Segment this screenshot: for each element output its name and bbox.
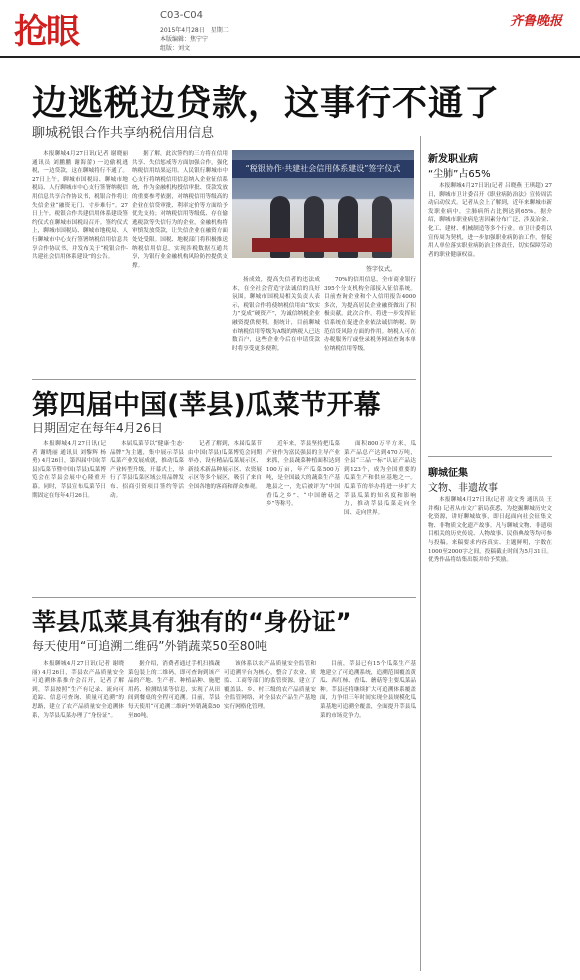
photo-table [252, 238, 392, 252]
newspaper-logo: 齐鲁晚报 [509, 14, 562, 29]
header-rule [0, 56, 580, 58]
story2-column-5: 面积800万平方米，瓜菜产品总产达到470万吨，全县“三品一标”认证产品达到123个，成为全国重要的瓜菜生产和供应基地之一。瓜菜节的举办将进一步扩大莘县瓜菜的知名度和影响力，推动莘县瓜菜走向全国、走向世界。 [344, 441, 416, 516]
story2-column-4: 近年来，莘县坚持把瓜菜产业作为富民强县的主导产业来抓，全县蔬菜种植面积达到100万亩，年产瓜菜500万吨，是全国最大的蔬菜生产基地县之一，先后被评为“中国香瓜之乡”、“中国蘑菇之乡”等称号。 [266, 441, 340, 508]
column-divider [420, 136, 421, 971]
sidebar-news2-subtitle: 文物、非遗故事 [428, 483, 498, 494]
story2-subhead: 日期固定在每年4月26日 [32, 421, 163, 435]
story1-column-2: 据了解，此次签约的三方将在信用共享、失信惩戒等方面加强合作，强化纳税信用结果运用。人民银行聊城市中心支行将纳税信用信息纳入企业征信系统，作为金融机构授信审批、贷款发放的重要参考依据，对纳税信用等级高的企业在信贷审批、利率定价等方面给予优先支持；对纳税信用等级低、存在偷逃税款等失信行为的企业，金融机构将审慎发放贷款，让失信企业在融资方面处处受限。国税、地税部门将积极推送纳税信用信息，实现涉税数据互通共享，为银行业金融机构风险防控提供支撑。 [132, 151, 228, 269]
story1-column-5: 70%的信用信息，全市商业银行395个分支机构全部接入征信系统。目前查询企业和个人信用报告4000多次，为提高居民企业融资做出了积极贡献。此次合作，将进一步发挥征信系统在促进企业依法诚信纳税、防范信贷风险方面的作用。纳税人可在办税服务厅或登录税务网站查询本单位纳税信用等级。 [324, 277, 416, 352]
sidebar-news1-subtitle: “尘肺”占65% [428, 169, 491, 180]
story1-column-1: 本报聊城4月27日讯(记者 谢晓丽 通讯员 刘鹏鹏 谢海蕾) 一边偷税逃税，一边贷款，这在聊城将行不通了。27日上午，聊城市国税局、聊城市地税局、人行聊城市中心支行签署纳税信用信息共享合作协议书，税银合作将让失信企业“融资无门、寸步难行”。27日上午，税银合作共建信用体系建设签约仪式在聊城市国税局召开。签约仪式上，聊城市国税局、聊城市地税局、人行聊城市中心支行签署纳税信用信息共享合作协议书，并发布关于“税银合作-共建社会信用体系建设”的公告。 [32, 151, 128, 261]
signing-ceremony-photo [232, 150, 414, 258]
sidebar-news1-title: 新发职业病 [428, 154, 478, 165]
story3-column-2: 据介绍，消费者通过手机扫描蔬菜包装上的二维码，即可查询到该产品的产地、生产者、种植品种、施肥用药、检测结果等信息，实现了从田间到餐桌的全程可追溯。目前，莘县每天使用“可追溯二维码”外销蔬菜50至80吨。 [128, 661, 220, 719]
page-number: C03-C04 [160, 10, 204, 21]
masthead [0, 0, 580, 60]
story1-subhead: 聊城税银合作共享纳税信用信息 [32, 126, 215, 141]
issue-meta [160, 26, 229, 53]
story2-headline: 第四届中国(莘县)瓜菜节开幕 [32, 390, 381, 421]
sidebar-news2-body: 本报聊城4月27日讯(记者 凌文秀 通讯员 王井梅) 记者从市文广新局获悉，为挖掘聊城历史文化资源，讲好聊城故事，即日起面向社会征集文物、非物质文化遗产故事。凡与聊城文物、非遗项目相关的历史传说、人物故事、民俗典故等均可参与投稿。来稿要求内容真实、主题鲜明，字数在1000至2000字之间，投稿截止时间为5月31日。优秀作品将结集出版并给予奖励。 [428, 497, 552, 564]
story2-column-1: 本报聊城4月27日讯(记者 谢晓丽 通讯员 刘黎辉 杨勇) 4月26日，第四届中国(莘县)瓜菜节暨中国(莘县)瓜菜博览会在莘县会展中心隆重开幕。同时，莘县宣布瓜菜节日期固定在每年4月26日。 [32, 441, 106, 499]
story3-headline: 莘县瓜菜具有独有的“身份证” [32, 608, 352, 636]
sidebar-news1-body: 本报聊城4月27日讯(记者 吕晓燕 王琪超) 27日，聊城市卫计委召开《职业病防治法》宣传周活动启动仪式。记者从会上了解到，近年来聊城市新发职业病中，尘肺病所占比例达到65%。据介绍，聊城市职业病危害因素分布广泛，涉及冶金、化工、建材、机械制造等多个行业。市卫计委将以宣传周为契机，进一步加强职业病防治工作，督促用人单位落实职业病防治主体责任，切实保障劳动者的职业健康权益。 [428, 183, 552, 258]
section-brand: 抢眼 [14, 12, 78, 52]
story1-column-4: 扬成效，提高失信者的违法成本，在全社会营造守法诚信的良好氛围。聊城市国税局相关负责人表示，税银合作将使纳税信用由“软实力”变成“硬资产”，为诚信纳税企业融资提供便利。据统计，目前聊城市纳税信用等级为A级的纳税人已达数百户，这些企业今后在申请贷款时将享受更多便利。 [232, 277, 320, 352]
story3-column-3: 该体系以农产品质量安全监管和可追溯平台为核心，整合了农业、质监、工商等部门的监管资源，建立了覆盖县、乡、村三级的农产品质量安全监管网络，对全县农产品生产基地实行网格化管理。 [224, 661, 316, 710]
section-rule [32, 379, 416, 380]
section-rule [32, 597, 416, 598]
photo-caption: 签字仪式。 [366, 266, 397, 273]
story3-subhead: 每天使用“可追溯二维码”外销蔬菜50至80吨 [32, 639, 267, 653]
story2-column-2: 本届瓜菜节以“健康·生态·品牌”为主题，集中展示莘县瓜菜产业发展成就，推动瓜菜产业转型升级。开幕式上，举行了莘县瓜菜区域公用品牌发布、招商引资项目签约等活动。 [110, 441, 184, 499]
story2-column-3: 记者了解到，本届瓜菜节由中国(莘县)瓜菜博览会同期举办，设有精品瓜菜展示区、新技术新品种展示区、农资展示区等多个展区，吸引了来自全国各地的客商和群众参观。 [188, 441, 262, 490]
section-rule [428, 456, 552, 457]
story3-column-1: 本报聊城4月27日讯(记者 谢晓丽) 4月26日，莘县农产品质量安全可追溯体系推介会召开，记者了解到，莘县按照“生产有记录、流向可追踪、信息可查询、质量可追溯”的思路，建立了农产品质量安全追溯体系，为莘县瓜菜办理了“身份证”。 [32, 661, 124, 719]
sidebar-news2-title: 聊城征集 [428, 468, 468, 479]
editor-line: 本版编辑：焦宁宁 [160, 36, 209, 43]
story1-headline: 边逃税边贷款，这事行不通了 [32, 84, 501, 124]
issue-date: 2015年4月28日 星期二 [160, 27, 229, 34]
story3-column-4: 目前，莘县已有15个瓜菜生产基地建立了可追溯系统，追溯范围覆盖黄瓜、西红柿、香瓜、蘑菇等主要瓜菜品种。莘县还将继续扩大可追溯体系覆盖面，力争用三年时间实现全县规模化瓜菜基地可追溯全覆盖，全面提升莘县瓜菜的市场竞争力。 [320, 661, 416, 719]
photo-banner-text: “税银协作·共建社会信用体系建设”签字仪式 [232, 160, 414, 178]
proof-line: 组版：刘文 [160, 45, 191, 52]
